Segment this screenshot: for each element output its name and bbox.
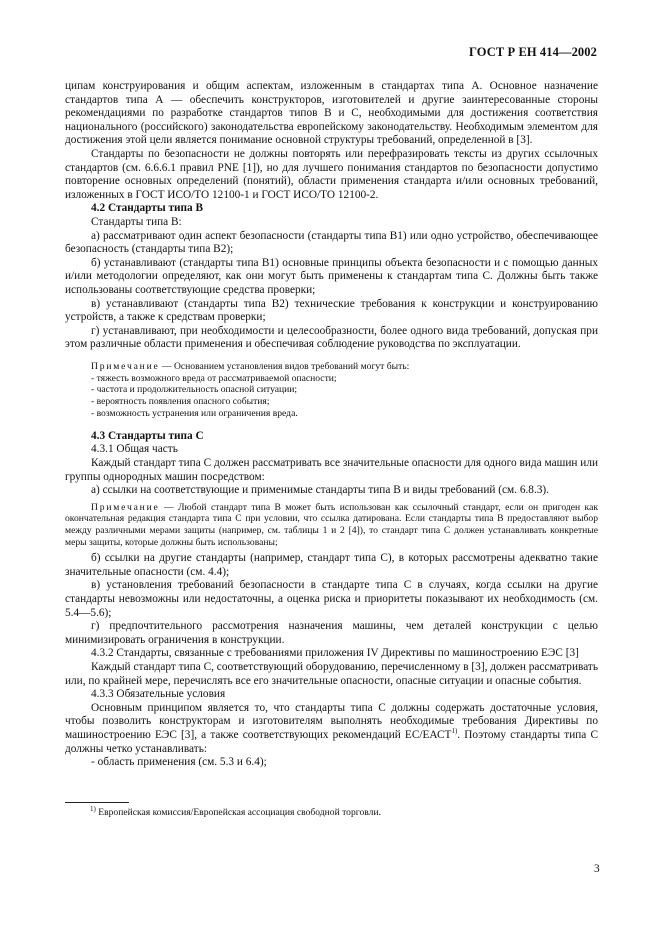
footnote	[90, 804, 590, 819]
subsection-title: 4.3.1 Общая часть	[91, 443, 178, 456]
list-item: б) устанавливают (стандарты типа В1) основные принципы объекта безопасности и с помощью данных и/или методологии определяют, как они могут быть применены к стандартам типа С. Должны быть также использованы соответствующие средства проверки;	[65, 256, 598, 296]
page-number: 3	[594, 863, 600, 875]
footnote-text: Европейская комиссия/Европейская ассоциация свободной торговли.	[95, 807, 381, 818]
list-item: г) предпочтительного рассмотрения назначения машины, чем деталей конструкции с целью минимизировать ограничения в конструкции.	[65, 620, 598, 646]
footnote-mark: 1)	[90, 804, 96, 813]
list-item: г) устанавливают, при необходимости и целесообразности, более одного вида требований, допуская при этом различные области применения и обеспечивая соблюдение руководства по эксплуатации.	[65, 324, 598, 351]
paragraph: Каждый стандарт типа С, соответствующий оборудованию, перечисленному в [3], должен рассматривать или, по крайней мере, перечислять все его значительные опасности, опасные ситуации и опасные события.	[65, 660, 598, 687]
footnote-divider	[65, 802, 129, 803]
note-block	[65, 361, 598, 420]
paragraph: Стандарты по безопасности не должны повторять или перефразировать тексты из других ссылочных стандартов (см. 6.6.6.1 правил PNE [1]), но для лучшего понимания стандартов по безопасности допустимо повторение основных определений (понятий), области применения стандарта и/или основных требований, изложенных в ГОСТ ИСО/ТО 12100-1 и ГОСТ ИСО/ТО 12100-2.	[65, 147, 598, 201]
paragraph: Каждый стандарт типа С должен рассматривать все значительные опасности для одного вида машин или группы однородных машин посредством:	[65, 457, 598, 483]
note-heading	[65, 361, 598, 373]
paragraph: ципам конструирования и общим аспектам, изложенным в стандартах типа А. Основное назначение стандартов типа А — обеспечить конструкторов, изготовителей и другие заинтересованные стороны рекомендациями по разработке стандартов типов В и С, необходимыми для достижения соответствия национального (российского) законодательства европейскому законодательству. Необходимым элементом для достижения этой цели является понимание основной структуры требований, определенной в [3].	[65, 80, 598, 147]
section-heading-4-2: 4.2 Стандарты типа В	[91, 202, 204, 215]
subsection-title: 4.3.3 Обязательные условия	[91, 688, 226, 701]
note-item: - тяжесть возможного вреда от рассматриваемой опасности;	[91, 372, 337, 384]
list-item: а) ссылки на соответствующие и применимые стандарты типа В и виды требований (см. 6.8.3).	[91, 484, 550, 497]
note-item: - возможность устранения или ограничения вреда.	[91, 408, 298, 420]
list-item: - область применения (см. 5.3 и 6.4);	[91, 756, 267, 769]
paragraph-text-end: . Поэтому стандарты типа С должны четко устанавливать:	[65, 728, 598, 755]
list-item: б) ссылки на другие стандарты (например, стандарт типа С), в которых рассмотрены адекватно такие значительные опасности (см. 4.4);	[65, 552, 598, 578]
paragraph-text: Основным принципом является то, что стандарты типа С должны содержать достаточные условия, чтобы позволить конструкторам и изготовителям выполнять необходимые требования Директивы по машиностроению ЕЭС [3], а также соответствующих рекомендаций ЕС/ЕАСТ	[65, 701, 598, 741]
document-body	[65, 80, 598, 770]
list-item: а) рассматривают один аспект безопасности (стандарты типа В1) или одно устройство, обеспечивающее безопасность (стандарты типа В2);	[65, 229, 598, 256]
section-heading-4-3: 4.3 Стандарты типа С	[91, 429, 204, 442]
paragraph	[65, 702, 598, 756]
note-label: Примечание	[91, 501, 160, 513]
note-block	[65, 502, 598, 548]
note-item: - частота и продолжительность опасной ситуации;	[91, 384, 298, 396]
page-header-title: ГОСТ Р ЕН 414—2002	[468, 45, 597, 59]
list-item: в) устанавливают (стандарты типа В2) технические требования к конструкции и конструированию устройств, а также к средствам проверки;	[65, 297, 598, 324]
note-item: - вероятность появления опасного события;	[91, 396, 270, 408]
note-text: — Любой стандарт типа В может быть использован как ссылочный стандарт, если он пригоден как окончательная редакция стандарта типа С при условии, что ссылка датирована. Если стандарты типа В предоставляют выбор между различными мерами защиты (например, см. таблицы 1 и 2 [4]), то стандарт типа С должен устанавливать конкретные меры защиты, которые должны быть использованы;	[65, 501, 598, 548]
paragraph: Стандарты типа В:	[91, 215, 182, 228]
note-text: — Основанием установления видов требований могут быть:	[159, 360, 410, 372]
footnote-ref: 1)	[451, 727, 458, 736]
list-item: в) установления требований безопасности в стандарте типа С в случаях, когда ссылки на другие стандарты невозможны или недостаточны, а оценка риска и приоритеты показывают их необходимость (см. 5.4—5.6);	[65, 579, 598, 619]
note-label: Примечание	[91, 360, 160, 372]
subsection-title: 4.3.2 Стандарты, связанные с требованиями приложения IV Директивы по машиностроению ЕЭС [3]	[91, 647, 579, 660]
